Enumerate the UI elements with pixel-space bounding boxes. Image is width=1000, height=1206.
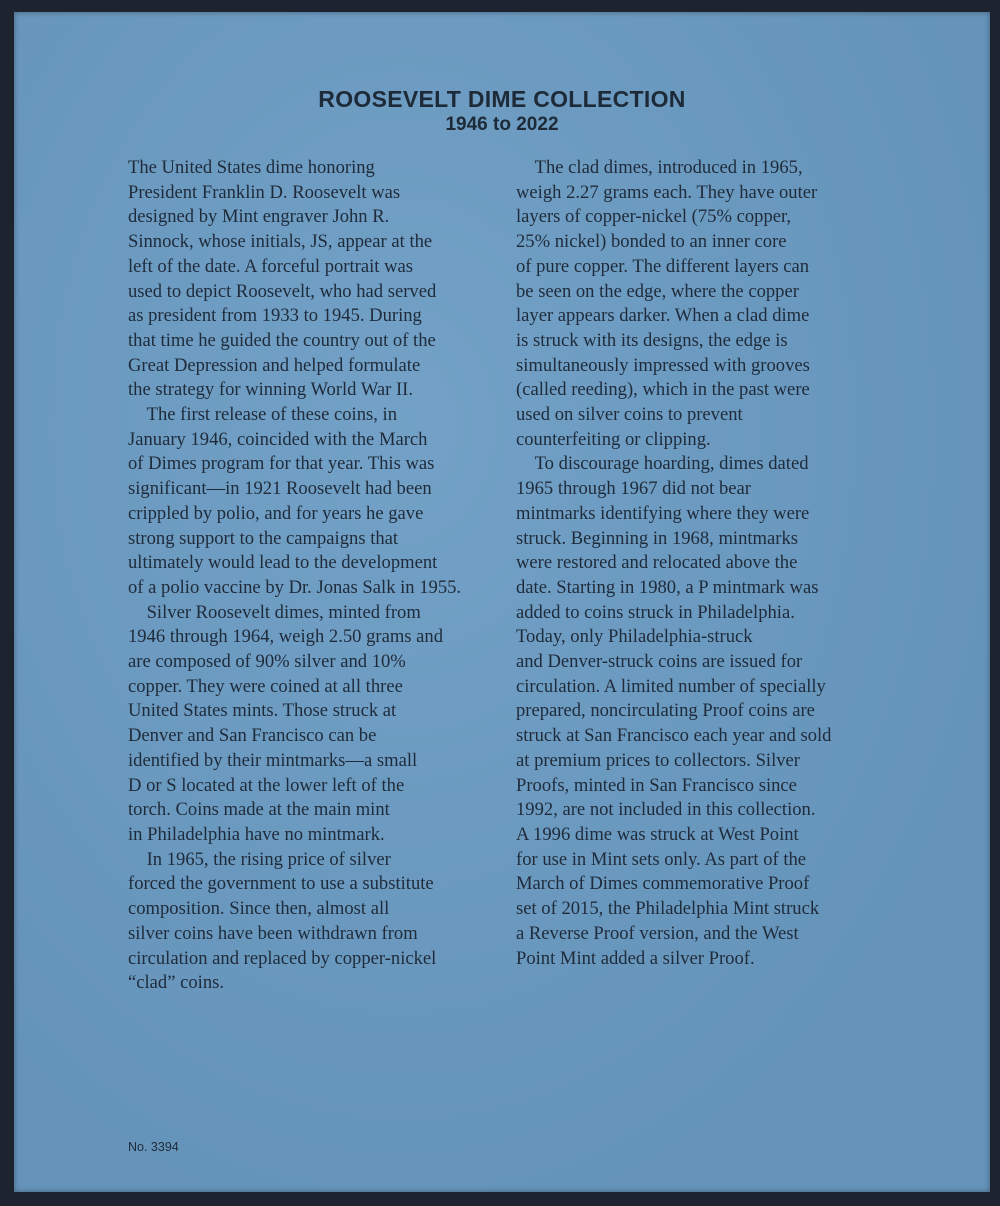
text-line: and Denver-struck coins are issued for [516, 651, 803, 673]
text-line: date. Starting in 1980, a P mintmark was [516, 576, 819, 598]
text-line: left of the date. A forceful portrait was [128, 255, 413, 277]
text-line: Denver and San Francisco can be [128, 725, 377, 747]
text-line: layers of copper-nickel (75% copper, [516, 206, 792, 228]
right-text-column [516, 156, 886, 971]
text-line: ultimately would lead to the development [128, 552, 438, 574]
text-line: In 1965, the rising price of silver [128, 848, 391, 870]
text-line: Point Mint added a silver Proof. [516, 947, 755, 969]
text-line: The United States dime honoring [128, 157, 375, 178]
text-line: weigh 2.27 grams each. They have outer [516, 181, 818, 203]
text-line: United States mints. Those struck at [128, 700, 397, 722]
text-line: were restored and relocated above the [516, 552, 798, 574]
text-line: as president from 1933 to 1945. During [128, 305, 422, 327]
text-line: layer appears darker. When a clad dime [516, 305, 810, 327]
text-line: January 1946, coincided with the March [128, 428, 428, 450]
text-line: D or S located at the lower left of the [128, 774, 405, 796]
text-line: crippled by polio, and for years he gave [128, 502, 424, 524]
text-line: prepared, noncirculating Proof coins are [516, 700, 815, 722]
text-line: is struck with its designs, the edge is [516, 329, 788, 351]
left-text-column [128, 156, 492, 996]
text-line: used to depict Roosevelt, who had served [128, 280, 437, 302]
text-line: (called reeding), which in the past were [516, 379, 810, 401]
text-line: mintmarks identifying where they were [516, 502, 810, 524]
text-line: that time he guided the country out of the [128, 329, 436, 351]
text-line: designed by Mint engraver John R. [128, 206, 390, 228]
text-line: identified by their mintmarks—a small [128, 749, 418, 771]
text-line: set of 2015, the Philadelphia Mint struck [516, 898, 820, 920]
text-line: silver coins have been withdrawn from [128, 922, 418, 944]
text-line: To discourage hoarding, dimes dated [516, 453, 809, 475]
text-line: copper. They were coined at all three [128, 675, 403, 697]
text-line: at premium prices to collectors. Silver [516, 749, 800, 771]
text-line: Sinnock, whose initials, JS, appear at the [128, 231, 433, 253]
catalog-number: No. 3394 [128, 1140, 179, 1154]
text-line: be seen on the edge, where the copper [516, 280, 799, 302]
text-line: a Reverse Proof version, and the West [516, 922, 799, 944]
text-line: 25% nickel) bonded to an inner core [516, 231, 787, 253]
text-line: forced the government to use a substitute [128, 873, 434, 895]
text-line: of Dimes program for that year. This was [128, 453, 435, 475]
text-line: of pure copper. The different layers can [516, 255, 810, 277]
text-line: March of Dimes commemorative Proof [516, 873, 810, 895]
text-line: Today, only Philadelphia-struck [516, 626, 753, 648]
text-line: “clad” coins. [128, 972, 225, 994]
text-line: for use in Mint sets only. As part of the [516, 848, 807, 870]
text-line: of a polio vaccine by Dr. Jonas Salk in 1955. [128, 576, 462, 598]
page-subtitle: 1946 to 2022 [445, 114, 559, 135]
text-line: simultaneously impressed with grooves [516, 354, 810, 376]
text-line: struck. Beginning in 1968, mintmarks [516, 527, 798, 549]
text-line: A 1996 dime was struck at West Point [516, 823, 799, 845]
text-line: counterfeiting or clipping. [516, 428, 711, 450]
album-page [14, 12, 990, 1192]
text-line: in Philadelphia have no mintmark. [128, 823, 385, 845]
text-line: 1965 through 1967 did not bear [516, 478, 751, 500]
text-line: Silver Roosevelt dimes, minted from [128, 601, 421, 623]
text-line: Great Depression and helped formulate [128, 354, 421, 376]
text-line: President Franklin D. Roosevelt was [128, 181, 401, 203]
text-line: 1946 through 1964, weigh 2.50 grams and [128, 626, 444, 648]
page-title: ROOSEVELT DIME COLLECTION [318, 86, 686, 112]
text-line: strong support to the campaigns that [128, 527, 399, 549]
text-line: are composed of 90% silver and 10% [128, 651, 406, 673]
text-line: used on silver coins to prevent [516, 404, 743, 426]
text-line: The first release of these coins, in [128, 404, 398, 426]
text-line: circulation and replaced by copper-nickel [128, 947, 437, 969]
text-line: 1992, are not included in this collection. [516, 799, 816, 821]
header [14, 86, 990, 136]
text-line: The clad dimes, introduced in 1965, [516, 157, 803, 178]
text-line: the strategy for winning World War II. [128, 379, 413, 401]
text-line: circulation. A limited number of specially [516, 675, 826, 697]
text-line: Proofs, minted in San Francisco since [516, 774, 797, 796]
text-line: torch. Coins made at the main mint [128, 799, 390, 821]
text-line: composition. Since then, almost all [128, 898, 390, 920]
text-line: struck at San Francisco each year and sold [516, 725, 832, 747]
text-line: added to coins struck in Philadelphia. [516, 601, 795, 623]
text-line: significant—in 1921 Roosevelt had been [128, 478, 432, 500]
